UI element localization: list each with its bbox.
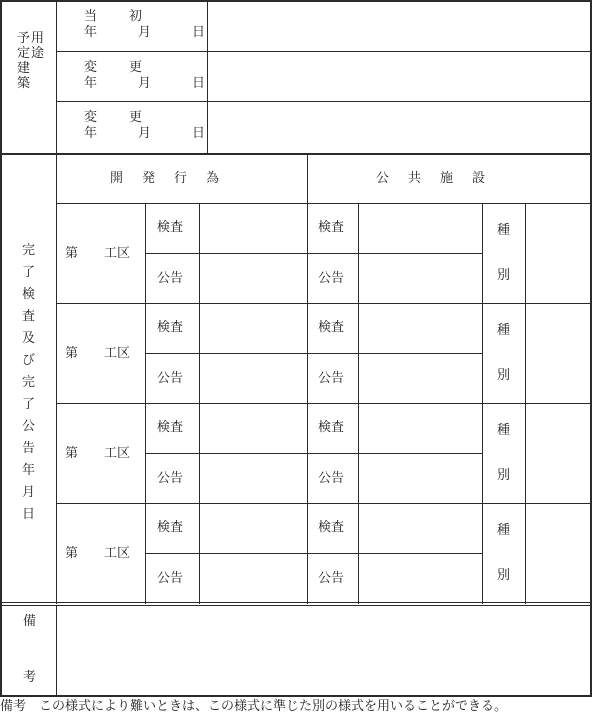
district-4-inspect: 検査 — [157, 520, 184, 535]
remarks-label-top: 備 — [23, 614, 37, 629]
remarks-label-bottom: 考 — [23, 670, 37, 685]
district-4-label: 第 工区 — [65, 546, 131, 561]
row2-bottom: 年 月 日 — [84, 76, 220, 91]
district-3-kind-bottom: 別 — [497, 468, 511, 483]
district-4-kind-bottom: 別 — [497, 568, 511, 583]
district-2-notice: 公告 — [157, 371, 184, 386]
planned-use-label-col2 — [30, 31, 45, 61]
vline-s2-label — [56, 154, 57, 604]
district-2-f-notice: 公告 — [318, 371, 345, 386]
vline-s1-label — [56, 0, 57, 154]
hline-d3-end — [56, 503, 592, 504]
district-3-f-inspect: 検査 — [318, 420, 345, 435]
vline-s3-label — [56, 605, 57, 696]
hline-d1-end — [56, 303, 592, 304]
district-1-label: 第 工区 — [65, 246, 131, 261]
hline-header — [56, 203, 592, 204]
district-2-inspect: 検査 — [157, 320, 184, 335]
planned-use-label-col1: 予定建築 — [16, 31, 30, 91]
dev-header: 開 発 行 為 — [110, 171, 223, 186]
district-2-f-inspect: 検査 — [318, 320, 345, 335]
district-4-notice: 公告 — [157, 571, 184, 586]
district-3-label: 第 工区 — [65, 446, 131, 461]
district-1-f-inspect: 検査 — [318, 220, 345, 235]
district-1-kind-top: 種 — [497, 223, 511, 238]
district-2-kind-bottom: 別 — [497, 368, 511, 383]
district-1-kind-bottom: 別 — [497, 268, 511, 283]
district-1-f-notice: 公告 — [318, 271, 345, 286]
divider-section-2a — [0, 602, 592, 603]
facility-header: 公 共 施 設 — [376, 171, 489, 186]
district-3-kind-top: 種 — [497, 423, 511, 438]
row3-top: 変 更 — [84, 110, 145, 125]
hline-s1-1 — [56, 51, 592, 52]
district-3-notice: 公告 — [157, 471, 184, 486]
district-2-kind-top: 種 — [497, 323, 511, 338]
district-2-label: 第 工区 — [65, 346, 131, 361]
completion-side-label: 完了検査及び完了公告年月日 — [21, 243, 35, 522]
vline-s2-mid — [307, 154, 308, 604]
hline-s1-2 — [56, 101, 592, 102]
planned-use-label-col2a: 用途 — [30, 31, 44, 61]
hline-d2-mid-l — [145, 353, 483, 354]
district-3-f-notice: 公告 — [318, 471, 345, 486]
row3-bottom: 年 月 日 — [84, 126, 220, 141]
border-left — [0, 0, 2, 697]
footer-note: 備考 この様式により難いときは、この様式に準じた別の様式を用いることができる。 — [0, 699, 508, 714]
district-1-notice: 公告 — [157, 271, 184, 286]
row1-top: 当 初 — [84, 9, 145, 24]
district-4-f-notice: 公告 — [318, 571, 345, 586]
district-1-inspect: 検査 — [157, 220, 184, 235]
hline-d2-end — [56, 403, 592, 404]
district-3-inspect: 検査 — [157, 420, 184, 435]
row1-bottom: 年 月 日 — [84, 25, 220, 40]
hline-d1-mid-l — [145, 253, 483, 254]
border-top — [0, 0, 592, 2]
row2-top: 変 更 — [84, 60, 145, 75]
district-4-kind-top: 種 — [497, 523, 511, 538]
border-bottom — [0, 695, 592, 697]
divider-section-2b — [0, 605, 592, 606]
hline-d4-mid-l — [145, 553, 483, 554]
hline-d3-mid-l — [145, 453, 483, 454]
divider-section-1 — [0, 153, 592, 155]
district-4-f-inspect: 検査 — [318, 520, 345, 535]
